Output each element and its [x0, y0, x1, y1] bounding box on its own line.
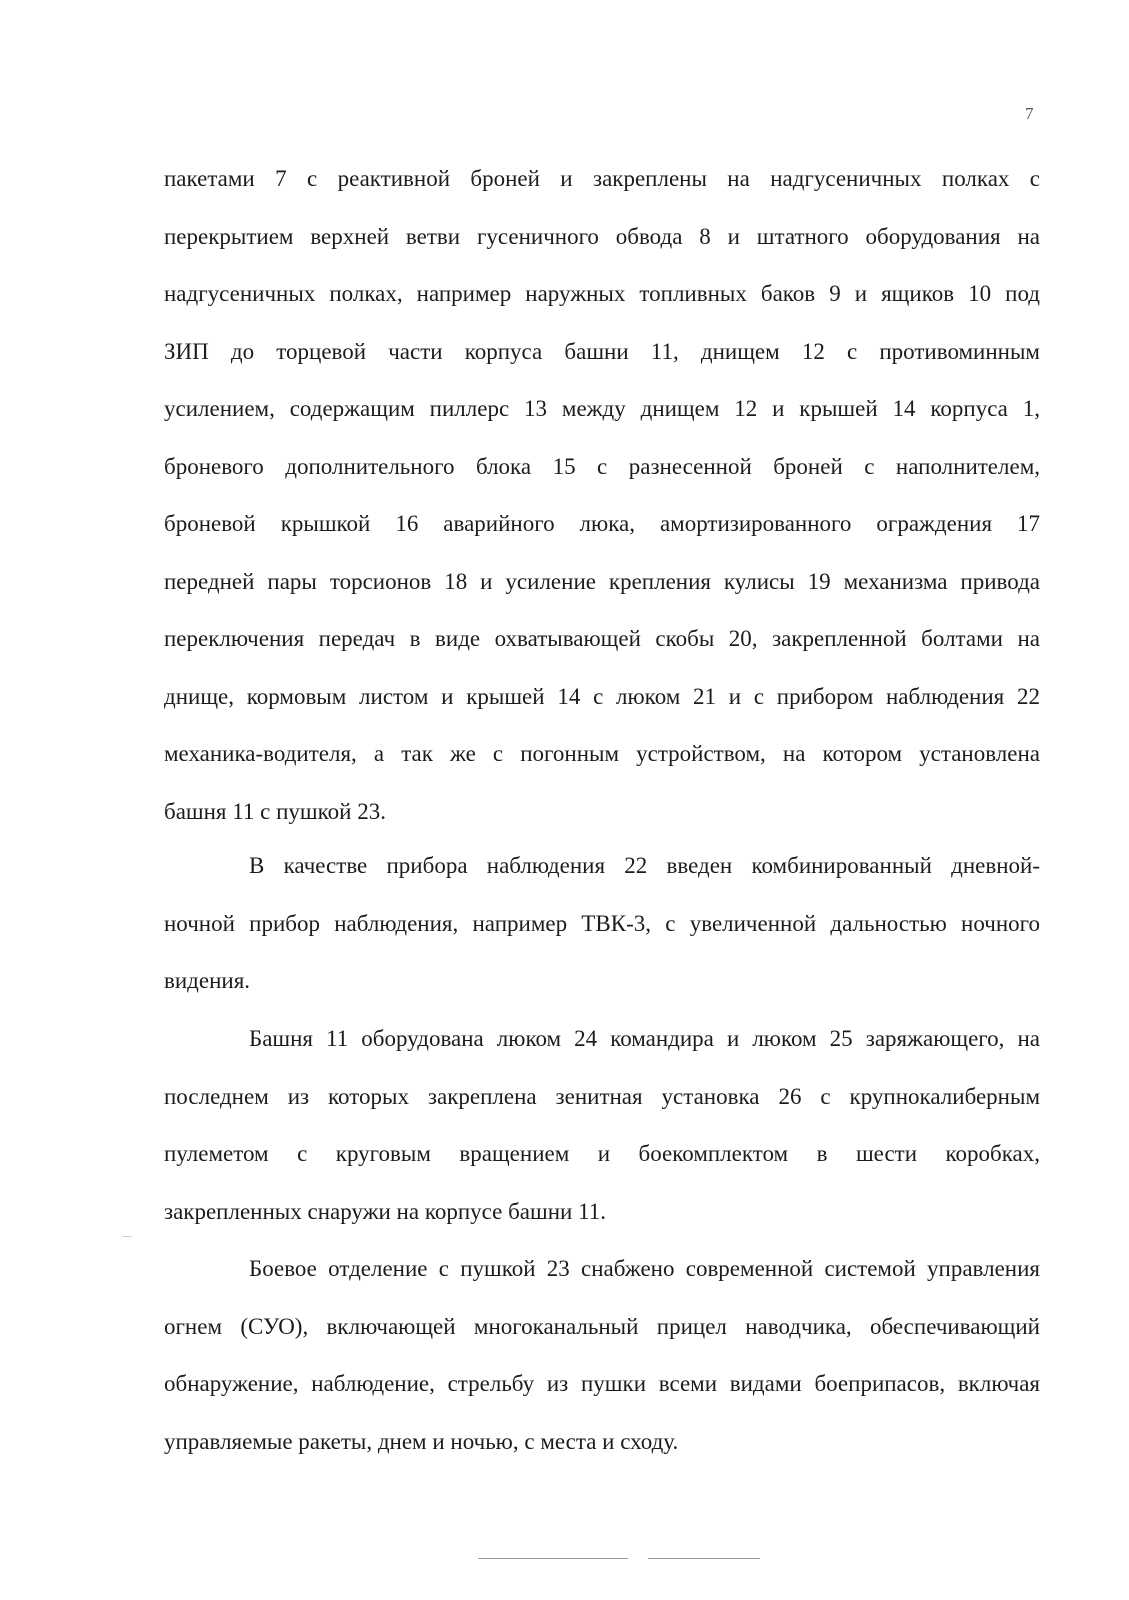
text-line: башня 11 с пушкой 23.	[164, 798, 386, 824]
scan-artifact	[122, 1236, 132, 1237]
paragraph-1	[164, 150, 1040, 840]
text-line: В качестве прибора наблюдения 22 введен комбинированный дневной-	[249, 853, 1040, 878]
text-line: последнем из которых закреплена зенитная установка 26 с крупнокалиберным	[164, 1083, 1040, 1109]
paragraph-2	[164, 837, 1040, 1010]
text-line: броневой крышкой 16 аварийного люка, амортизированного ограждения 17	[164, 511, 1040, 536]
text-line: механика-водителя, а так же с погонным устройством, на котором установлена	[164, 741, 1040, 766]
text-line: Башня 11 оборудована люком 24 командира и люком 25 заряжающего, на	[249, 1026, 1040, 1051]
paragraph-4	[164, 1240, 1040, 1470]
footer-rule	[478, 1558, 628, 1559]
text-line: пакетами 7 с реактивной броней и закреплены на надгусеничных полках с	[164, 166, 1040, 191]
paragraph-3	[164, 1010, 1040, 1240]
text-line: обнаружение, наблюдение, стрельбу из пушки всеми видами боеприпасов, включая	[164, 1371, 1040, 1396]
text-line: перекрытием верхней ветви гусеничного обвода 8 и штатного оборудования на	[164, 223, 1040, 249]
text-line: броневого дополнительного блока 15 с разнесенной броней с наполнителем,	[164, 453, 1040, 479]
text-line: усилением, содержащим пиллерс 13 между днищем 12 и крышей 14 корпуса 1,	[164, 396, 1040, 421]
text-line: ночной прибор наблюдения, например ТВК-3, с увеличенной дальностью ночного	[164, 910, 1040, 936]
text-line: закрепленных снаружи на корпусе башни 11.	[164, 1198, 606, 1224]
text-line: управляемые ракеты, днем и ночью, с места и сходу.	[164, 1428, 679, 1454]
text-line: огнем (СУО), включающей многоканальный прицел наводчика, обеспечивающий	[164, 1313, 1040, 1339]
footer-rule	[648, 1558, 760, 1559]
text-line: Боевое отделение с пушкой 23 снабжено современной системой управления	[249, 1256, 1040, 1281]
text-line: видения.	[164, 968, 251, 993]
text-line: ЗИП до торцевой части корпуса башни 11, днищем 12 с противоминным	[164, 338, 1040, 364]
text-line: передней пары торсионов 18 и усиление крепления кулисы 19 механизма привода	[164, 568, 1040, 594]
text-line: днище, кормовым листом и крышей 14 с люком 21 и с прибором наблюдения 22	[164, 683, 1040, 709]
page-number: 7	[1025, 104, 1034, 123]
text-line: переключения передач в виде охватывающей скобы 20, закрепленной болтами на	[164, 626, 1040, 651]
text-line: пулеметом с круговым вращением и боекомплектом в шести коробках,	[164, 1141, 1040, 1166]
text-line: надгусеничных полках, например наружных топливных баков 9 и ящиков 10 под	[164, 281, 1040, 306]
